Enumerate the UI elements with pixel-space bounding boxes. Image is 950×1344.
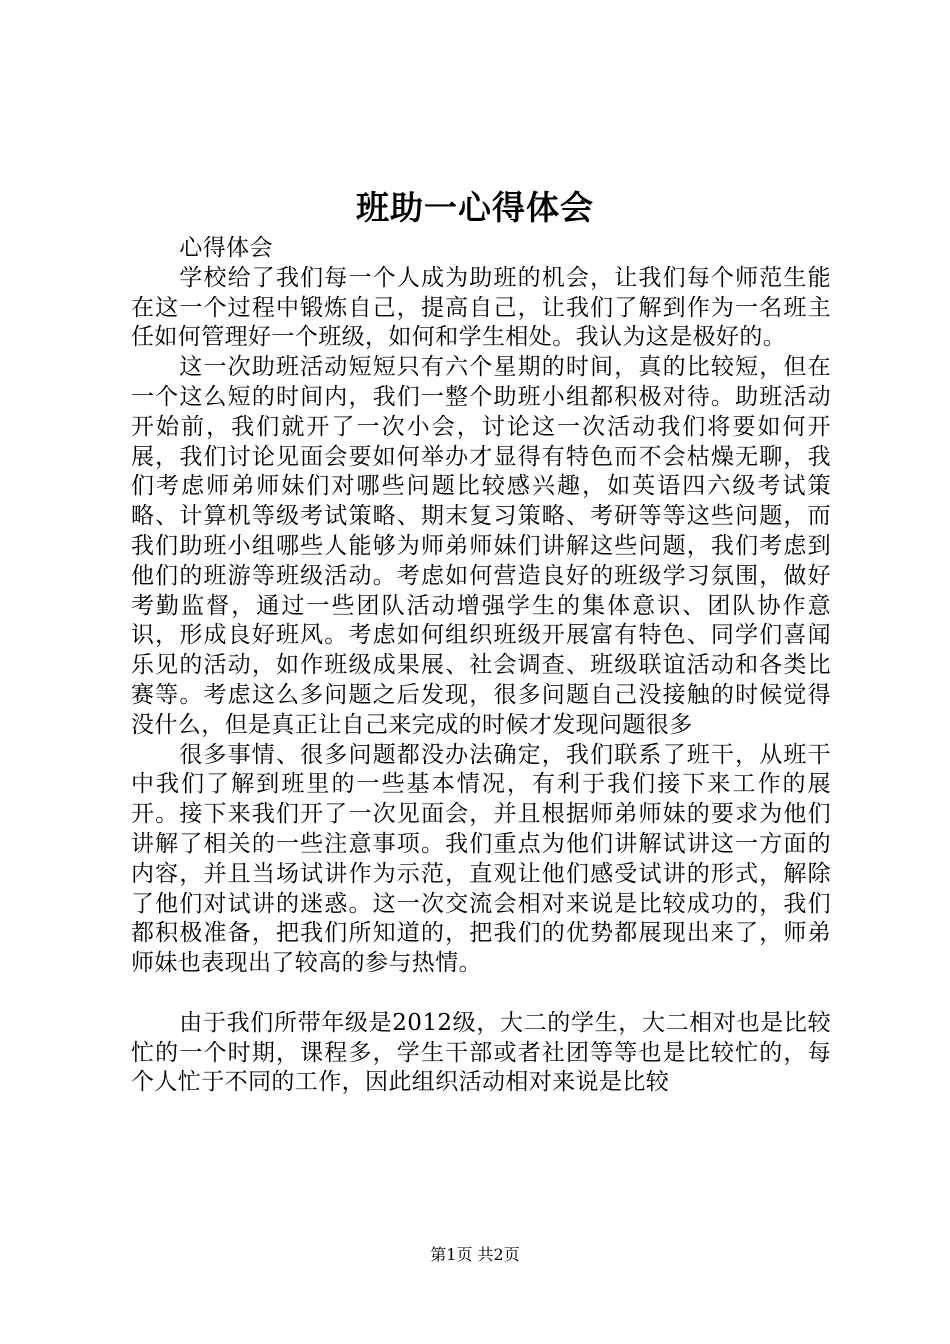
paragraph: 由于我们所带年级是2012级，大二的学生，大二相对也是比较忙的一个时期，课程多，学生干部或者社团等等也是比较忙的，每个人忙于不同的工作，因此组织活动相对来说是比较	[131, 1009, 831, 1096]
paragraph: 很多事情、很多问题都没办法确定，我们联系了班干，从班干中我们了解到班里的一些基本情况，有利于我们接下来工作的展开。接下来我们开了一次见面会，并且根据师弟师妹的要求为他们讲解了相关的一些注意事项。我们重点为他们讲解试讲这一方面的内容，并且当场试讲作为示范，直观让他们感受试讲的形式，解除了他们对试讲的迷惑。这一次交流会相对来说是比较成功的，我们都积极准备，把我们所知道的，把我们的优势都展现出来了，师弟师妹也表现出了较高的参与热情。	[131, 741, 831, 977]
page-footer: 第1页 共2页	[430, 1245, 520, 1264]
document-body	[131, 234, 831, 1098]
document-title: 班助一心得体会	[356, 188, 594, 227]
paragraph: 这一次助班活动短短只有六个星期的时间，真的比较短，但在一个这么短的时间内，我们一整个助班小组都积极对待。助班活动开始前，我们就开了一次小会，讨论这一次活动我们将要如何开展，我们讨论见面会要如何举办才显得有特色而不会枯燥无聊，我们考虑师弟师妹们对哪些问题比较感兴趣，如英语四六级考试策略、计算机等级考试策略、期末复习策略、考研等等这些问题，而我们助班小组哪些人能够为师弟师妹们讲解这些问题，我们考虑到他们的班游等班级活动。考虑如何营造良好的班级学习氛围，做好考勤监督，通过一些团队活动增强学生的集体意识、团队协作意识，形成良好班风。考虑如何组织班级开展富有特色、同学们喜闻乐见的活动，如作班级成果展、社会调查、班级联谊活动和各类比赛等。考虑这么多问题之后发现，很多问题自己没接触的时候觉得没什么，但是真正让自己来完成的时候才发现问题很多	[131, 354, 831, 738]
paragraph: 学校给了我们每一个人成为助班的机会，让我们每个师范生能在这一个过程中锻炼自己，提高自己，让我们了解到作为一名班主任如何管理好一个班级，如何和学生相处。我认为这是极好的。	[131, 264, 831, 351]
paragraph-heading: 心得体会	[179, 235, 273, 261]
